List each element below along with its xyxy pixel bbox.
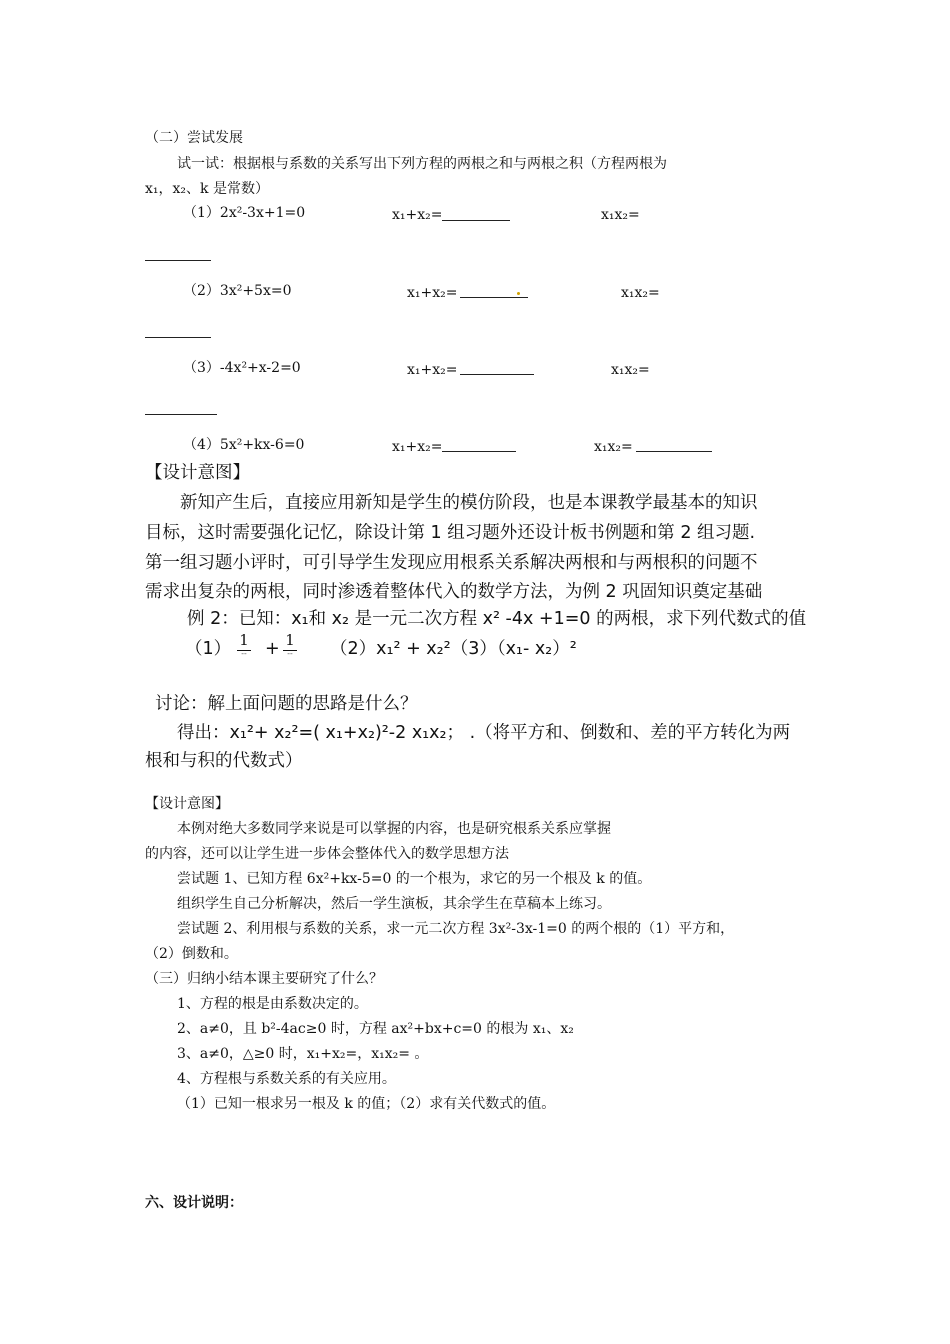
- exercise-3-product-blank[interactable]: [145, 414, 217, 415]
- exercise-4-equation: （4）5x²+kx-6=0: [183, 437, 305, 453]
- section-heading-3: （三）归纳小结本课主要研究了什么？: [145, 971, 383, 987]
- try-question-2-line-1: 尝试题 2、利用根与系数的关系，求一元二次方程 3x²-3x-1=0 的两个根的（1）平方和，: [177, 921, 735, 937]
- design-intent-line-2: 目标，这时需要强化记忆，除设计第 1 组习题外还设计板书例题和第 2 组习题.: [145, 523, 756, 543]
- result-line-2: 根和与积的代数式）: [145, 751, 303, 771]
- organize-note: 组织学生自己分析解决，然后一学生演板，其余学生在草稿本上练习。: [177, 896, 611, 912]
- summary-item-4: 4、方程根与系数关系的有关应用。: [177, 1071, 396, 1087]
- section-heading-2: （二）尝试发展: [145, 130, 243, 146]
- exercise-3-sum-blank[interactable]: [460, 374, 534, 375]
- exercise-2-product-label: x₁x₂=: [621, 285, 660, 301]
- exercise-1-product-label: x₁x₂=: [601, 207, 640, 223]
- design-intent-line-4: 需求出复杂的两根，同时渗透着整体代入的数学方法，为例 2 巩固知识奠定基础: [145, 582, 763, 602]
- stray-mark: [517, 292, 520, 295]
- design-intent-2-line-1: 本例对绝大多数同学来说是可以掌握的内容，也是研究根系关系应掌握: [177, 821, 611, 837]
- exercise-2-equation: （2）3x²+5x=0: [183, 283, 292, 299]
- intro-line-2: x₁，x₂、k 是常数）: [145, 181, 269, 197]
- exercise-1-sum-blank[interactable]: [442, 220, 510, 221]
- exercise-2-product-blank[interactable]: [145, 337, 211, 338]
- design-intent-line-3: 第一组习题小评时，可引导学生发现应用根系关系解决两根和与两根积的问题不: [145, 553, 758, 573]
- design-intent-line-1: 新知产生后，直接应用新知是学生的模仿阶段，也是本课教学最基本的知识: [180, 493, 758, 513]
- summary-item-5: （1）已知一根求另一根及 k 的值；（2）求有关代数式的值。: [177, 1096, 556, 1112]
- example-2-statement: 例 2：已知：x₁和 x₂ 是一元二次方程 x² -4x +1=0 的两根，求下列代数式的值: [187, 609, 807, 629]
- design-intent-2-line-2: 的内容，还可以让学生进一步体会整体代入的数学思想方法: [145, 846, 509, 862]
- plus-sign: +: [265, 639, 280, 659]
- try-question-1: 尝试题 1、已知方程 6x²+kx-5=0 的一个根为，求它的另一个根及 k 的值。: [177, 871, 652, 887]
- fraction-2-numerator: 1: [285, 631, 295, 649]
- summary-item-1: 1、方程的根是由系数决定的。: [177, 996, 368, 1012]
- section-heading-6: 六、设计说明：: [145, 1195, 243, 1211]
- exercise-3-product-label: x₁x₂=: [611, 362, 650, 378]
- exercise-1-product-blank[interactable]: [145, 260, 211, 261]
- exercise-1-sum-label: x₁+x₂=: [392, 207, 443, 223]
- exercise-4-product-blank[interactable]: [636, 451, 712, 452]
- intro-line-1: 试一试：根据根与系数的关系写出下列方程的两根之和与两根之积（方程两根为: [177, 156, 667, 172]
- exercise-2-sum-blank[interactable]: [460, 297, 528, 298]
- summary-item-3: 3、a≠0，△≥0 时，x₁+x₂=，x₁x₂= 。: [177, 1046, 429, 1062]
- exercise-2-sum-label: x₁+x₂=: [407, 285, 458, 301]
- exercise-4-product-label: x₁x₂=: [594, 439, 633, 455]
- example-parts-2-3: （2）x₁² + x₂²（3）（x₁- x₂）²: [330, 639, 577, 659]
- design-intent-title-1: 【设计意图】: [145, 463, 250, 483]
- exercise-1-equation: （1）2x²-3x+1=0: [183, 205, 306, 221]
- exercise-4-sum-blank[interactable]: [442, 451, 516, 452]
- fraction-2: 1 --: [283, 632, 297, 657]
- exercise-3-sum-label: x₁+x₂=: [407, 362, 458, 378]
- exercise-4-sum-label: x₁+x₂=: [392, 439, 443, 455]
- design-intent-title-2: 【设计意图】: [145, 796, 229, 812]
- try-question-2-line-2: （2）倒数和。: [145, 946, 238, 962]
- discussion-prompt: 讨论：解上面问题的思路是什么？: [155, 694, 418, 714]
- exercise-3-equation: （3）-4x²+x-2=0: [183, 360, 301, 376]
- result-line-1: 得出：x₁²+ x₂²=( x₁+x₂)²-2 x₁x₂； .（将平方和、倒数和、差的平方转化为两: [177, 723, 791, 743]
- fraction-1: 1 --: [237, 632, 251, 657]
- summary-item-2: 2、a≠0，且 b²-4ac≥0 时，方程 ax²+bx+c=0 的根为 x₁、x₂: [177, 1021, 574, 1037]
- example-part-1-label: （1）: [185, 639, 232, 659]
- fraction-1-numerator: 1: [239, 631, 249, 649]
